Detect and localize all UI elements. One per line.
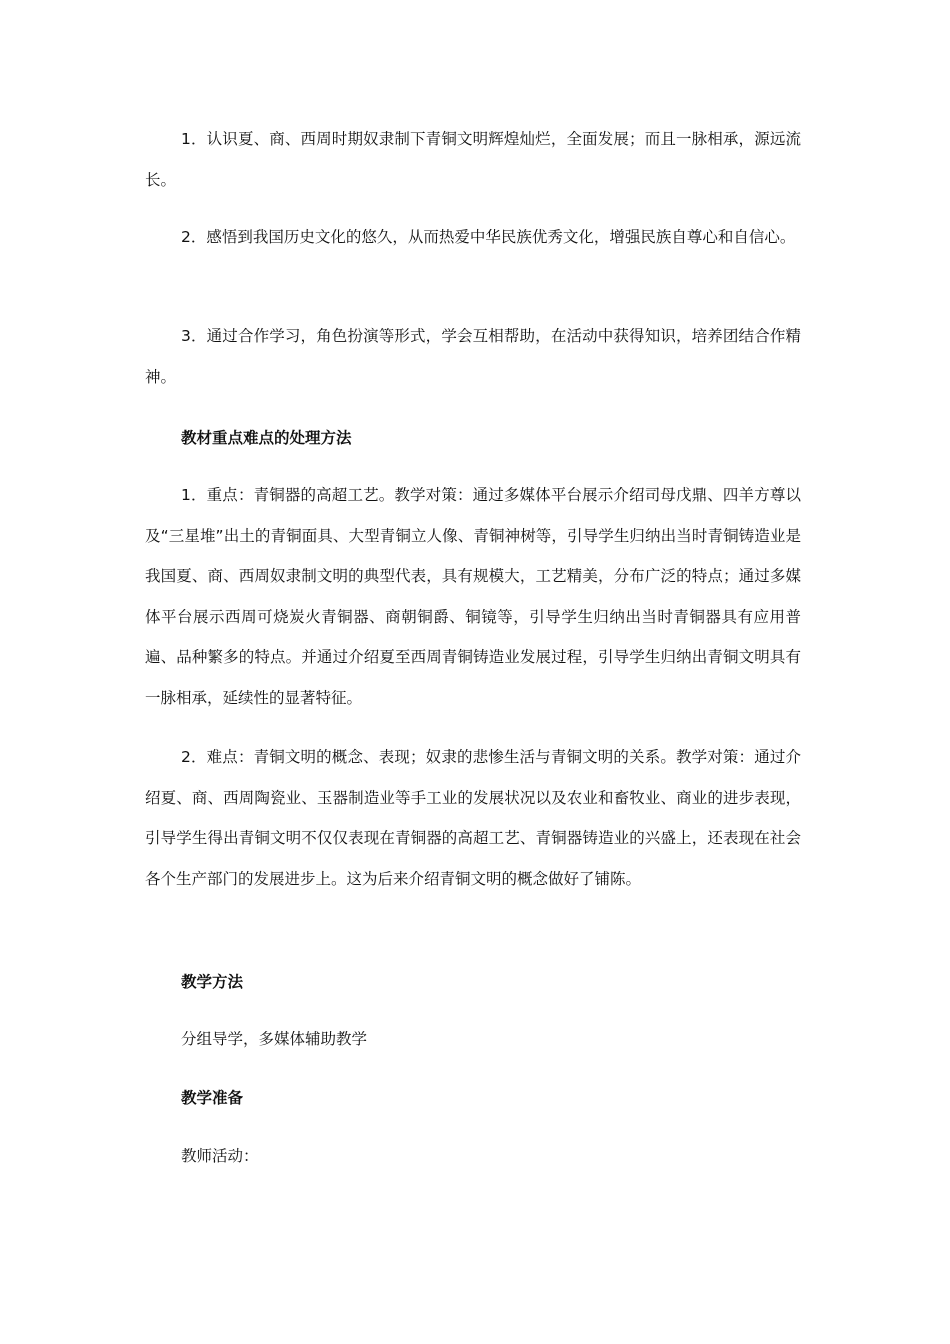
objective-1: 1．认识夏、商、西周时期奴隶制下青铜文明辉煌灿烂，全面发展；而且一脉相承，源远流长。 xyxy=(145,130,801,189)
objective-3: 3．通过合作学习，角色扮演等形式，学会互相帮助，在活动中获得知识，培养团结合作精神。 xyxy=(145,327,801,386)
section-heading-preparation: 教学准备 xyxy=(181,1089,244,1107)
key-point-paragraph: 1．重点：青铜器的高超工艺。教学对策：通过多媒体平台展示介绍司母戊鼎、四羊方尊以及“三星堆”出土的青铜面具、大型青铜立人像、青铜神树等，引导学生归纳出当时青铜铸造业是我国夏、商、西周奴隶制文明的典型代表，具有规模大，工艺精美，分布广泛的特点；通过多媒体平台展示西周可烧炭火青铜器、商朝铜爵、铜镜等，引导学生归纳出当时青铜器具有应用普遍、品种繁多的特点。并通过介绍夏至西周青铜铸造业发展过程，引导学生归纳出青铜文明具有一脉相承，延续性的显著特征。 xyxy=(145,486,801,707)
section-heading-methods: 教学方法 xyxy=(181,973,244,991)
methods-text: 分组导学，多媒体辅助教学 xyxy=(181,1030,368,1048)
preparation-text: 教师活动： xyxy=(181,1147,259,1165)
section-heading-key-points: 教材重点难点的处理方法 xyxy=(181,429,352,447)
objective-2: 2．感悟到我国历史文化的悠久，从而热爱中华民族优秀文化，增强民族自尊心和自信心。 xyxy=(181,228,796,246)
difficult-point-paragraph: 2．难点：青铜文明的概念、表现；奴隶的悲惨生活与青铜文明的关系。教学对策：通过介绍夏、商、西周陶瓷业、玉器制造业等手工业的发展状况以及农业和畜牧业、商业的进步表现，引导学生得出青铜文明不仅仅表现在青铜器的高超工艺、青铜器铸造业的兴盛上，还表现在社会各个生产部门的发展进步上。这为后来介绍青铜文明的概念做好了铺陈。 xyxy=(145,748,801,888)
